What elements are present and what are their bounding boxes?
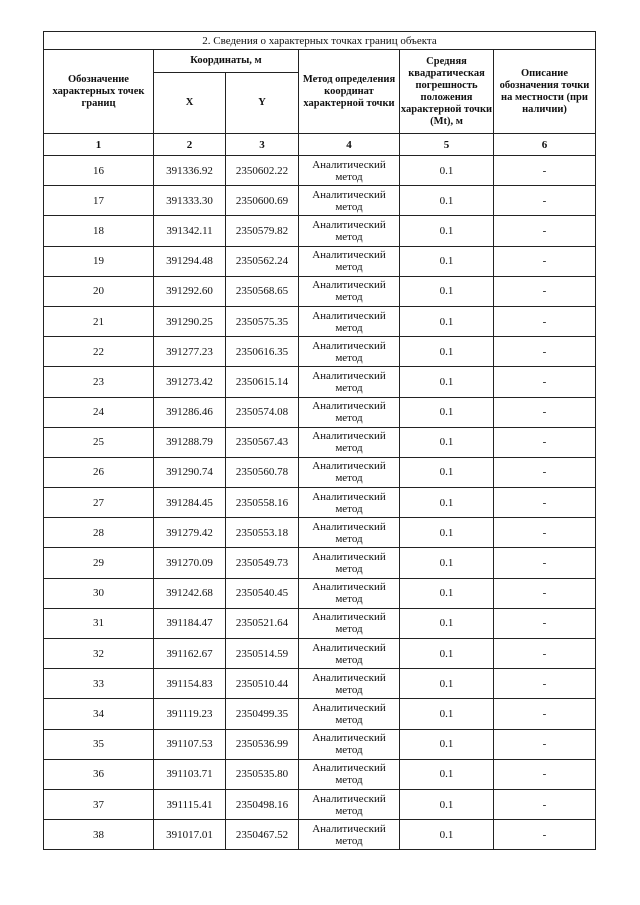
cell-description: - [494,156,596,186]
cell-description: - [494,427,596,457]
cell-method: Аналитический метод [299,427,400,457]
cell-description: - [494,397,596,427]
cell-point-number: 22 [44,337,154,367]
cell-description: - [494,337,596,367]
cell-y-coordinate: 2350615.14 [226,367,299,397]
cell-description: - [494,578,596,608]
cell-method: Аналитический метод [299,548,400,578]
cell-method: Аналитический метод [299,578,400,608]
cell-y-coordinate: 2350498.16 [226,789,299,819]
cell-x-coordinate: 391286.46 [154,397,226,427]
cell-accuracy: 0.1 [400,337,494,367]
cell-method: Аналитический метод [299,216,400,246]
cell-description: - [494,548,596,578]
cell-description: - [494,639,596,669]
cell-x-coordinate: 391115.41 [154,789,226,819]
cell-description: - [494,367,596,397]
cell-method: Аналитический метод [299,729,400,759]
cell-y-coordinate: 2350499.35 [226,699,299,729]
cell-y-coordinate: 2350510.44 [226,669,299,699]
cell-y-coordinate: 2350553.18 [226,518,299,548]
cell-x-coordinate: 391273.42 [154,367,226,397]
cell-x-coordinate: 391162.67 [154,639,226,669]
cell-method: Аналитический метод [299,156,400,186]
cell-point-number: 35 [44,729,154,759]
header-accuracy: Средняя квадратическая погрешность положения характерной точки (Mt), м [400,50,494,134]
cell-point-number: 28 [44,518,154,548]
cell-point-number: 30 [44,578,154,608]
cell-y-coordinate: 2350514.59 [226,639,299,669]
cell-method: Аналитический метод [299,276,400,306]
cell-accuracy: 0.1 [400,518,494,548]
cell-point-number: 20 [44,276,154,306]
cell-x-coordinate: 391290.25 [154,306,226,336]
cell-point-number: 16 [44,156,154,186]
cell-point-number: 26 [44,457,154,487]
cell-y-coordinate: 2350521.64 [226,608,299,638]
cell-description: - [494,276,596,306]
cell-point-number: 25 [44,427,154,457]
cell-description: - [494,729,596,759]
table-header [44,32,596,156]
table-row [44,397,596,427]
cell-point-number: 31 [44,608,154,638]
cell-point-number: 19 [44,246,154,276]
cell-x-coordinate: 391333.30 [154,186,226,216]
cell-accuracy: 0.1 [400,186,494,216]
cell-method: Аналитический метод [299,639,400,669]
cell-point-number: 36 [44,759,154,789]
cell-description: - [494,457,596,487]
cell-description: - [494,246,596,276]
cell-y-coordinate: 2350600.69 [226,186,299,216]
cell-accuracy: 0.1 [400,306,494,336]
cell-accuracy: 0.1 [400,789,494,819]
cell-description: - [494,669,596,699]
table-row [44,488,596,518]
cell-point-number: 32 [44,639,154,669]
cell-y-coordinate: 2350535.80 [226,759,299,789]
cell-method: Аналитический метод [299,669,400,699]
cell-accuracy: 0.1 [400,729,494,759]
cell-accuracy: 0.1 [400,156,494,186]
cell-x-coordinate: 391017.01 [154,820,226,850]
table-row [44,276,596,306]
cell-method: Аналитический метод [299,397,400,427]
column-number: 3 [226,134,299,156]
cell-x-coordinate: 391184.47 [154,608,226,638]
cell-accuracy: 0.1 [400,367,494,397]
column-number: 5 [400,134,494,156]
cell-accuracy: 0.1 [400,216,494,246]
cell-description: - [494,518,596,548]
cell-x-coordinate: 391107.53 [154,729,226,759]
cell-description: - [494,488,596,518]
cell-y-coordinate: 2350567.43 [226,427,299,457]
cell-accuracy: 0.1 [400,578,494,608]
cell-y-coordinate: 2350560.78 [226,457,299,487]
table-row [44,789,596,819]
cell-point-number: 27 [44,488,154,518]
cell-accuracy: 0.1 [400,457,494,487]
cell-point-number: 33 [44,669,154,699]
table-row [44,457,596,487]
table-row [44,578,596,608]
cell-point-number: 37 [44,789,154,819]
cell-method: Аналитический метод [299,699,400,729]
table-row [44,759,596,789]
header-point-designation: Обозначение характерных точек границ [44,50,154,134]
cell-accuracy: 0.1 [400,276,494,306]
cell-method: Аналитический метод [299,759,400,789]
cell-y-coordinate: 2350574.08 [226,397,299,427]
cell-accuracy: 0.1 [400,548,494,578]
cell-x-coordinate: 391242.68 [154,578,226,608]
header-x: X [154,73,226,134]
cell-method: Аналитический метод [299,820,400,850]
cell-description: - [494,789,596,819]
table-row [44,608,596,638]
table-row [44,427,596,457]
cell-y-coordinate: 2350562.24 [226,246,299,276]
cell-accuracy: 0.1 [400,759,494,789]
table-row [44,699,596,729]
cell-description: - [494,759,596,789]
cell-y-coordinate: 2350616.35 [226,337,299,367]
table-row [44,729,596,759]
cell-accuracy: 0.1 [400,699,494,729]
cell-y-coordinate: 2350558.16 [226,488,299,518]
cell-method: Аналитический метод [299,789,400,819]
cell-accuracy: 0.1 [400,397,494,427]
cell-y-coordinate: 2350467.52 [226,820,299,850]
cell-method: Аналитический метод [299,337,400,367]
table-title: 2. Сведения о характерных точках границ объекта [44,32,596,50]
column-number: 1 [44,134,154,156]
cell-point-number: 21 [44,306,154,336]
table-row [44,518,596,548]
cell-point-number: 38 [44,820,154,850]
header-method: Метод определения координат характерной точки [299,50,400,134]
table-row [44,216,596,246]
cell-accuracy: 0.1 [400,488,494,518]
cell-x-coordinate: 391292.60 [154,276,226,306]
table-row [44,156,596,186]
cell-description: - [494,306,596,336]
table-body [44,156,596,850]
cell-method: Аналитический метод [299,608,400,638]
cell-y-coordinate: 2350575.35 [226,306,299,336]
cell-description: - [494,186,596,216]
column-number: 4 [299,134,400,156]
cell-x-coordinate: 391342.11 [154,216,226,246]
cell-method: Аналитический метод [299,246,400,276]
cell-accuracy: 0.1 [400,427,494,457]
table-row [44,246,596,276]
cell-x-coordinate: 391154.83 [154,669,226,699]
table-row [44,548,596,578]
cell-accuracy: 0.1 [400,639,494,669]
cell-accuracy: 0.1 [400,820,494,850]
cell-method: Аналитический метод [299,306,400,336]
cell-point-number: 17 [44,186,154,216]
boundary-points-table [43,31,596,850]
cell-description: - [494,820,596,850]
cell-description: - [494,699,596,729]
cell-y-coordinate: 2350568.65 [226,276,299,306]
cell-x-coordinate: 391119.23 [154,699,226,729]
column-number: 6 [494,134,596,156]
cell-y-coordinate: 2350536.99 [226,729,299,759]
cell-point-number: 34 [44,699,154,729]
table-row [44,669,596,699]
table-row [44,639,596,669]
cell-description: - [494,216,596,246]
table-row [44,186,596,216]
cell-point-number: 23 [44,367,154,397]
table-row [44,337,596,367]
cell-point-number: 24 [44,397,154,427]
cell-x-coordinate: 391294.48 [154,246,226,276]
cell-x-coordinate: 391270.09 [154,548,226,578]
cell-x-coordinate: 391284.45 [154,488,226,518]
table-row [44,367,596,397]
table-row [44,820,596,850]
header-coordinates: Координаты, м [154,50,299,73]
cell-x-coordinate: 391288.79 [154,427,226,457]
cell-accuracy: 0.1 [400,246,494,276]
cell-y-coordinate: 2350549.73 [226,548,299,578]
cell-method: Аналитический метод [299,457,400,487]
column-number: 2 [154,134,226,156]
cell-point-number: 29 [44,548,154,578]
cell-method: Аналитический метод [299,367,400,397]
cell-method: Аналитический метод [299,518,400,548]
cell-method: Аналитический метод [299,186,400,216]
cell-y-coordinate: 2350602.22 [226,156,299,186]
header-y: Y [226,73,299,134]
cell-point-number: 18 [44,216,154,246]
cell-description: - [494,608,596,638]
cell-accuracy: 0.1 [400,608,494,638]
cell-x-coordinate: 391279.42 [154,518,226,548]
column-numbers-row [44,134,596,156]
cell-x-coordinate: 391103.71 [154,759,226,789]
table-row [44,306,596,336]
cell-accuracy: 0.1 [400,669,494,699]
cell-y-coordinate: 2350540.45 [226,578,299,608]
cell-x-coordinate: 391277.23 [154,337,226,367]
cell-x-coordinate: 391336.92 [154,156,226,186]
cell-method: Аналитический метод [299,488,400,518]
header-description: Описание обозначения точки на местности (при наличии) [494,50,596,134]
cell-x-coordinate: 391290.74 [154,457,226,487]
cell-y-coordinate: 2350579.82 [226,216,299,246]
